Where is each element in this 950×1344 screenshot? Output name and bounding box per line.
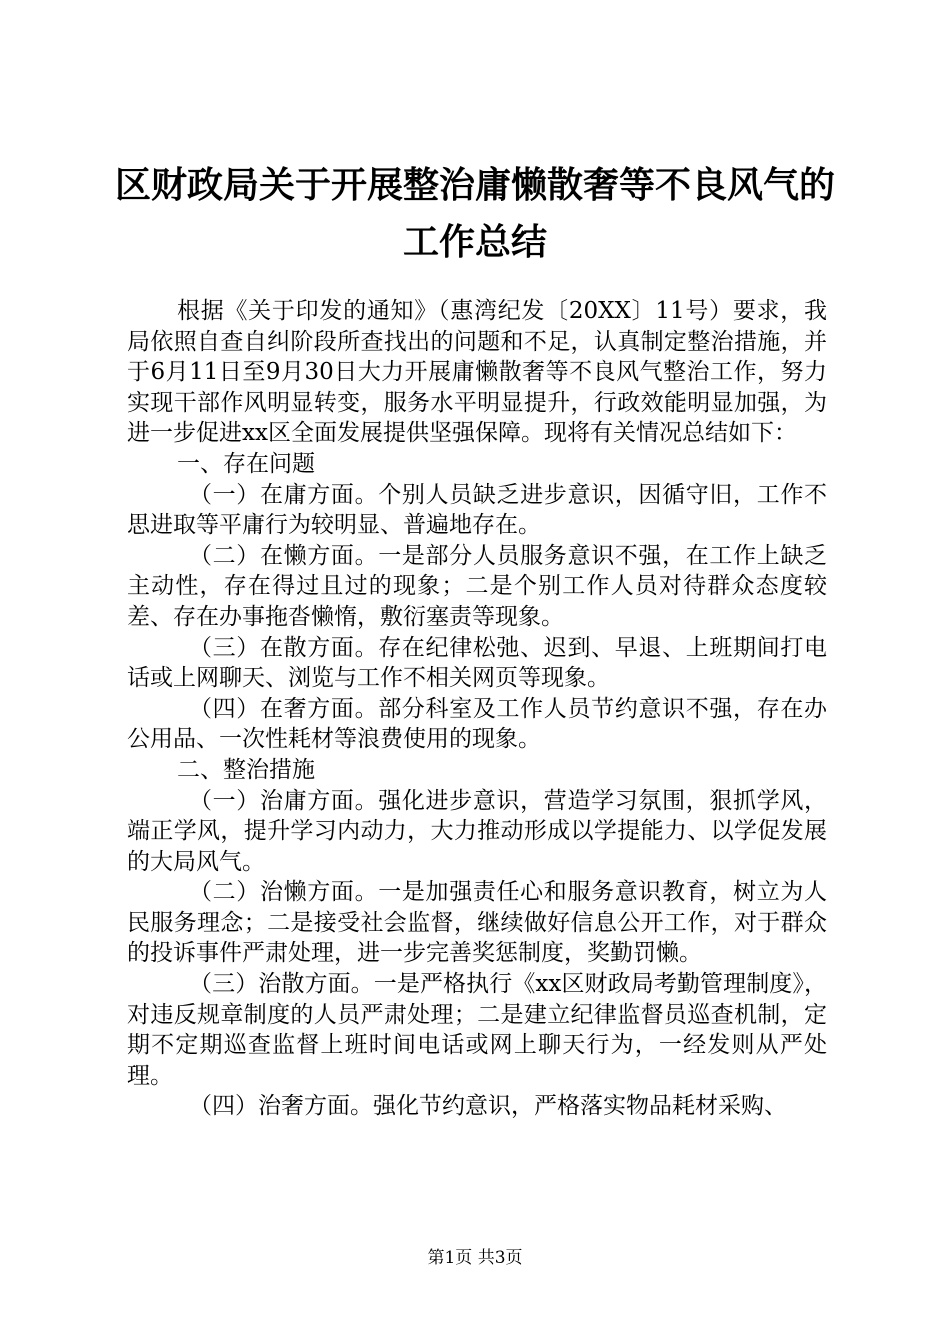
problem-paragraph-2: （二）在懒方面。一是部分人员服务意识不强，在工作上缺乏主动性，存在得过且过的现象；二是个别工作人员对待群众态度较差、存在办事拖沓懒惰，敷衍塞责等现象。: [127, 542, 827, 630]
measure-paragraph-2: （二）治懒方面。一是加强责任心和服务意识教育，树立为人民服务理念；二是接受社会监督，继续做好信息公开工作，对于群众的投诉事件严肃处理，进一步完善奖惩制度，奖勤罚懒。: [127, 879, 827, 967]
measure-paragraph-4: （四）治奢方面。强化节约意识，严格落实物品耗材采购、: [189, 1093, 787, 1120]
measure-paragraph-1: （一）治庸方面。强化进步意识，营造学习氛围，狠抓学风，端正学风，提升学习内动力，大力推动形成以学提能力、以学促发展的大局风气。: [127, 787, 827, 875]
problem-paragraph-4: （四）在奢方面。部分科室及工作人员节约意识不强，存在办公用品、一次性耗材等浪费使用的现象。: [127, 695, 827, 753]
section-heading-problems: 一、存在问题: [177, 450, 315, 477]
problem-paragraph-3: （三）在散方面。存在纪律松弛、迟到、早退、上班期间打电话或上网聊天、浏览与工作不相关网页等现象。: [127, 634, 827, 692]
page-footer: 第1页 共3页: [427, 1248, 523, 1268]
problem-paragraph-1: （一）在庸方面。个别人员缺乏进步意识，因循守旧，工作不思进取等平庸行为较明显、普遍地存在。: [127, 481, 827, 539]
document-title-line-2: 工作总结: [402, 221, 547, 263]
section-heading-measures: 二、整治措施: [177, 756, 315, 783]
document-body: [127, 296, 827, 1122]
intro-paragraph: 根据《关于印发的通知》（惠湾纪发〔20XX〕11号）要求，我局依照自查自纠阶段所查找出的问题和不足，认真制定整治措施，并于6月11日至9月30日大力开展庸懒散奢等不良风气整治工作，努力实现干部作风明显转变，服务水平明显提升，行政效能明显加强，为进一步促进xx区全面发展提供坚强保障。现将有关情况总结如下：: [127, 298, 827, 447]
document-title-line-1: 区财政局关于开展整治庸懒散奢等不良风气的: [114, 164, 835, 206]
measure-paragraph-3: （三）治散方面。一是严格执行《xx区财政局考勤管理制度》，对违反规章制度的人员严肃处理；二是建立纪律监督员巡查机制，定期不定期巡查监督上班时间电话或网上聊天行为，一经发则从严处理。: [127, 971, 827, 1089]
